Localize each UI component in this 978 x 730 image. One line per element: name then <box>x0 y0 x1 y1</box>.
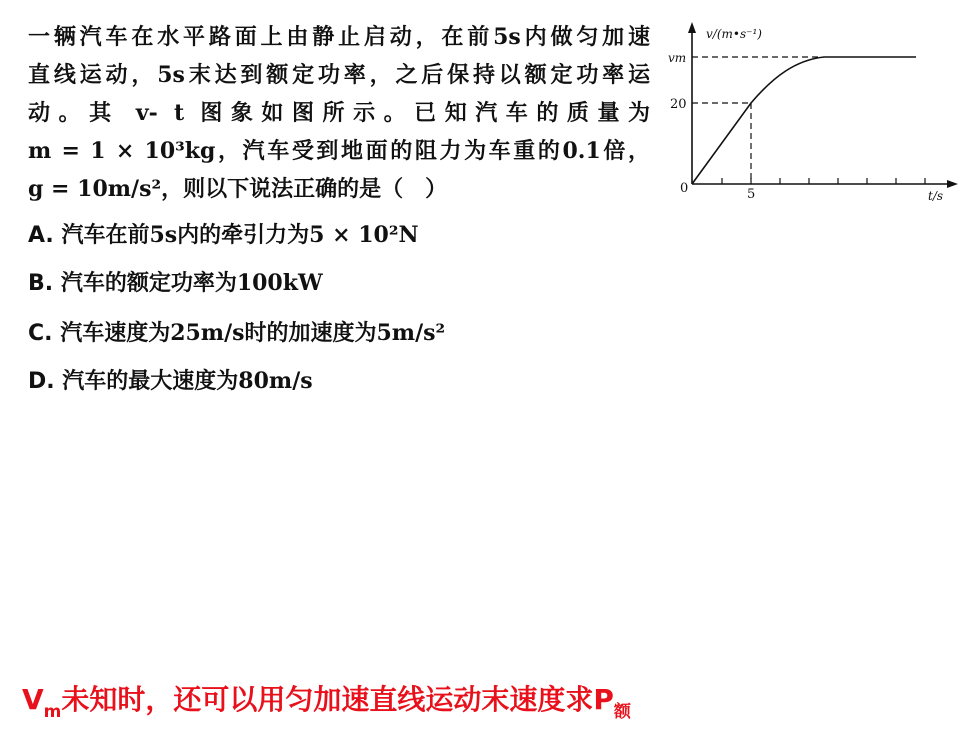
note-p-subscript: 额 <box>613 702 631 722</box>
question-line-4: m = 1 × 10³kg，汽车受到地面的阻力为车重的0.1倍， <box>28 138 650 164</box>
note-v: V <box>22 683 44 716</box>
question-line-3: 动。其 v- t 图象如图所示。已知汽车的质量为 <box>28 100 650 126</box>
question-stem <box>28 18 650 208</box>
vt-graph <box>664 20 964 205</box>
option-c-text: 汽车速度为25m/s时的加速度为5m/s² <box>60 320 446 346</box>
option-a[interactable] <box>28 218 419 249</box>
option-c-label: C. <box>28 321 53 346</box>
option-d[interactable] <box>28 364 313 395</box>
question-line-1: 一辆汽车在水平路面上由静止启动，在前5s内做匀加速 <box>28 24 650 50</box>
note-text: 未知时，还可以用匀加速直线运动末速度求P <box>61 683 614 716</box>
option-d-text: 汽车的最大速度为80m/s <box>62 368 313 394</box>
origin-label: 0 <box>680 181 689 196</box>
option-b-label: B. <box>28 271 54 296</box>
question-line-2: 直线运动，5s末达到额定功率，之后保持以额定功率运 <box>28 62 650 88</box>
note-v-subscript: m <box>43 702 62 722</box>
vt-curve <box>692 57 916 184</box>
x-axis-arrow <box>947 180 958 188</box>
y-axis-label: v/(m•s⁻¹) <box>706 27 762 41</box>
x-tick-label-5: 5 <box>747 187 756 202</box>
option-c[interactable] <box>28 316 445 347</box>
option-b-text: 汽车的额定功率为100kW <box>60 270 323 296</box>
option-a-text: 汽车在前5s内的牵引力为5 × 10²N <box>61 222 419 248</box>
option-b[interactable] <box>28 266 323 297</box>
option-d-label: D. <box>28 369 55 394</box>
vm-label: vm <box>668 51 687 65</box>
question-line-5: g = 10m/s²，则以下说法正确的是（ ） <box>28 176 448 202</box>
y-axis-arrow <box>688 22 696 33</box>
x-axis-label: t/s <box>928 189 944 203</box>
option-a-label: A. <box>28 223 54 248</box>
x-ticks <box>722 178 925 184</box>
y-tick-label-20: 20 <box>670 97 687 112</box>
teacher-note <box>22 678 631 722</box>
